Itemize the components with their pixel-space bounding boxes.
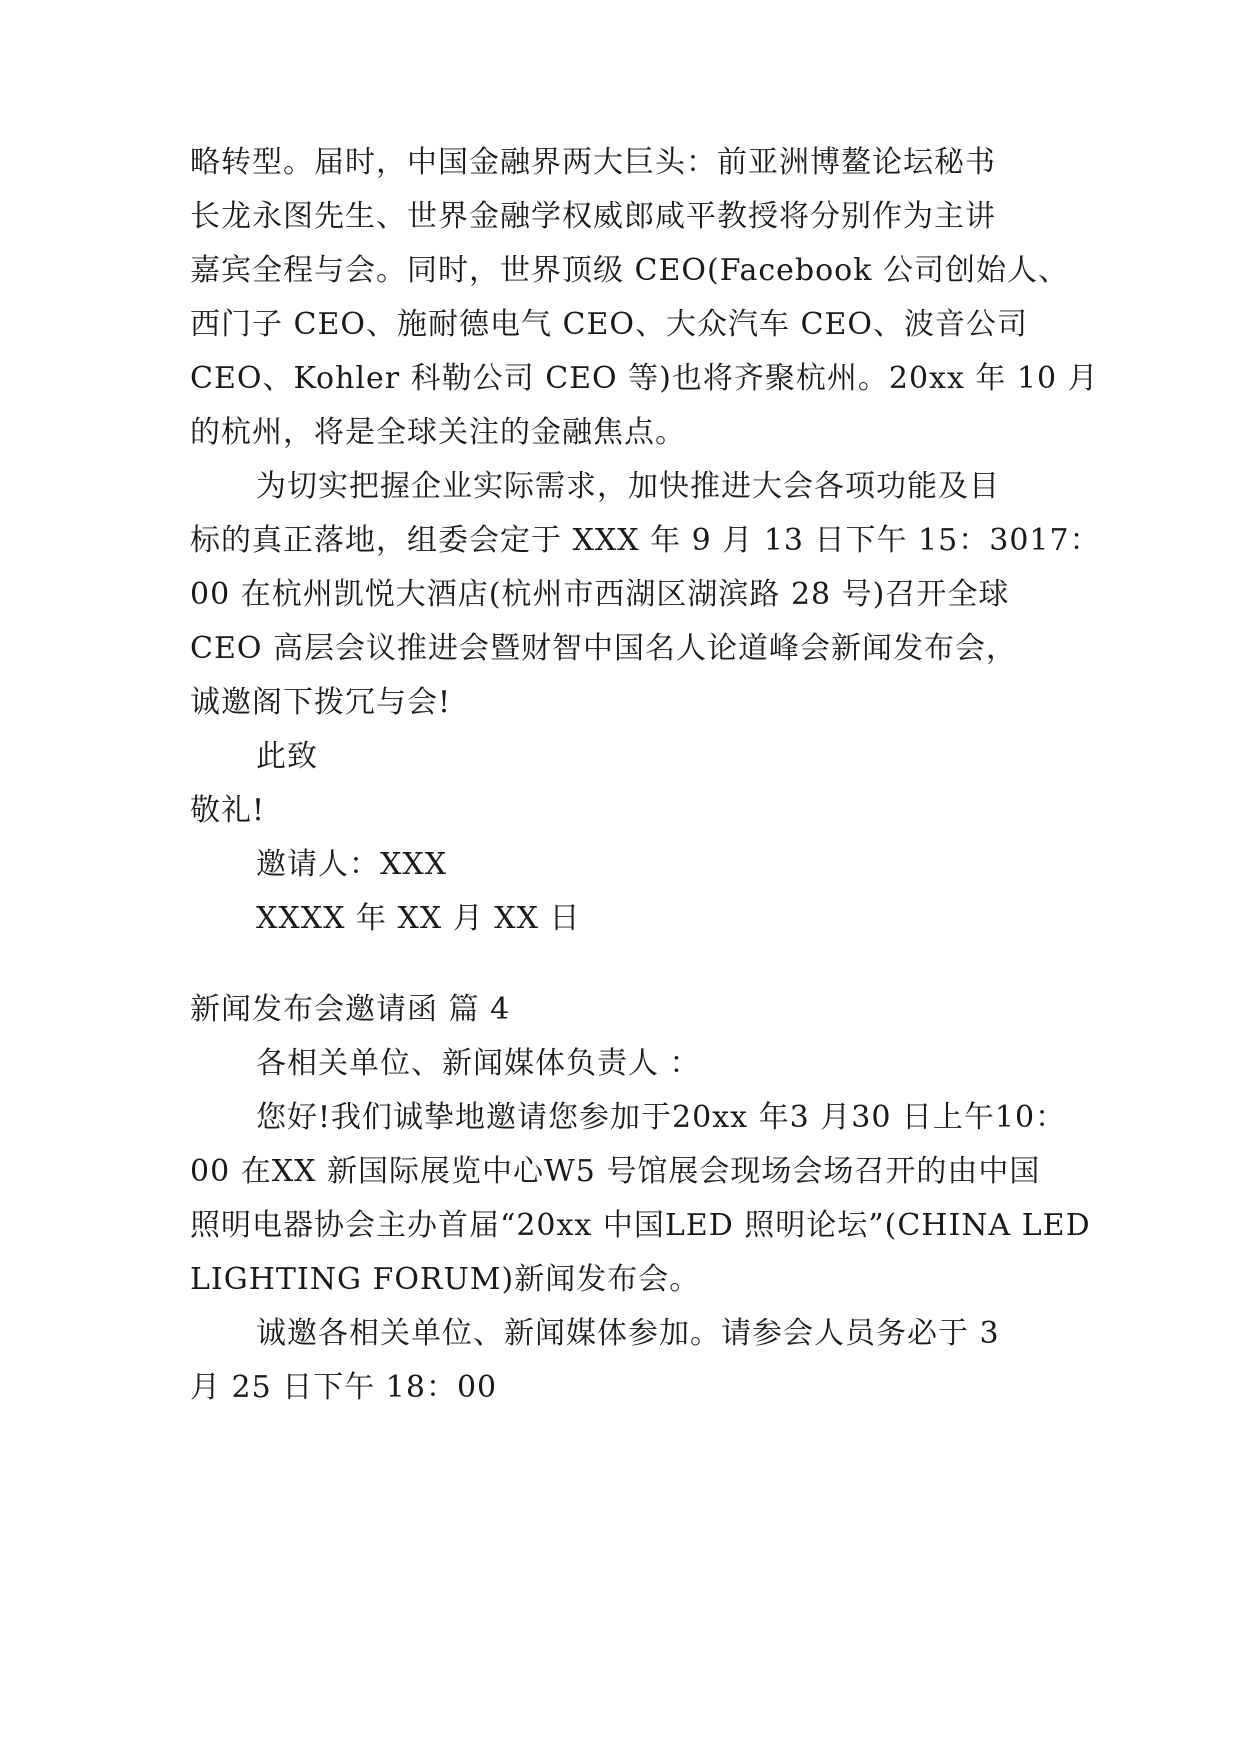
paragraph-line: 西门子 CEO、施耐德电气 CEO、大众汽车 CEO、波音公司 xyxy=(190,307,1028,342)
paragraph-line: 标的真正落地，组委会定于 XXX 年 9 月 13 日下午 15：3017： xyxy=(190,523,1101,558)
paragraph-line: 长龙永图先生、世界金融学权威郎咸平教授将分别作为主讲 xyxy=(190,199,996,234)
paragraph-line: 00 在杭州凯悦大酒店(杭州市西湖区湖滨路 28 号)召开全球 xyxy=(190,577,1010,612)
paragraph-line: 00 在XX 新国际展览中心W5 号馆展会现场会场召开的由中国 xyxy=(190,1154,1041,1189)
closing-regards: 敬礼! xyxy=(190,793,266,828)
paragraph-line: 照明电器协会主办首届“20xx 中国LED 照明论坛”(CHINA LED xyxy=(190,1208,1091,1243)
paragraph-line: 诚邀阁下拨冗与会! xyxy=(190,685,452,720)
paragraph-line: CEO、Kohler 科勒公司 CEO 等)也将齐聚杭州。20xx 年 10 月 xyxy=(190,361,1099,396)
paragraph-line: 的杭州，将是全球关注的金融焦点。 xyxy=(190,415,686,450)
paragraph-line: 诚邀各相关单位、新闻媒体参加。请参会人员务必于 3 xyxy=(256,1316,1000,1351)
paragraph-line: 您好!我们诚挚地邀请您参加于20xx 年3 月30 日上午10： xyxy=(256,1100,1067,1135)
paragraph-line: CEO 高层会议推进会暨财智中国名人论道峰会新闻发布会， xyxy=(190,631,1017,666)
paragraph-line: 为切实把握企业实际需求，加快推进大会各项功能及目 xyxy=(256,469,1000,504)
paragraph-line: 略转型。届时，中国金融界两大巨头：前亚洲博鳌论坛秘书 xyxy=(190,145,996,180)
paragraph-line: LIGHTING FORUM)新闻发布会。 xyxy=(190,1262,701,1297)
section-title: 新闻发布会邀请函 篇 4 xyxy=(190,992,511,1027)
paragraph-line: 月 25 日下午 18：00 xyxy=(190,1370,498,1405)
closing-salutation: 此致 xyxy=(256,739,318,774)
inviter-line: 邀请人：XXX xyxy=(256,847,448,882)
addressee-line: 各相关单位、新闻媒体负责人 ： xyxy=(256,1046,701,1081)
date-line: XXXX 年 XX 月 XX 日 xyxy=(256,901,581,936)
paragraph-line: 嘉宾全程与会。同时，世界顶级 CEO(Facebook 公司创始人、 xyxy=(190,253,1069,288)
